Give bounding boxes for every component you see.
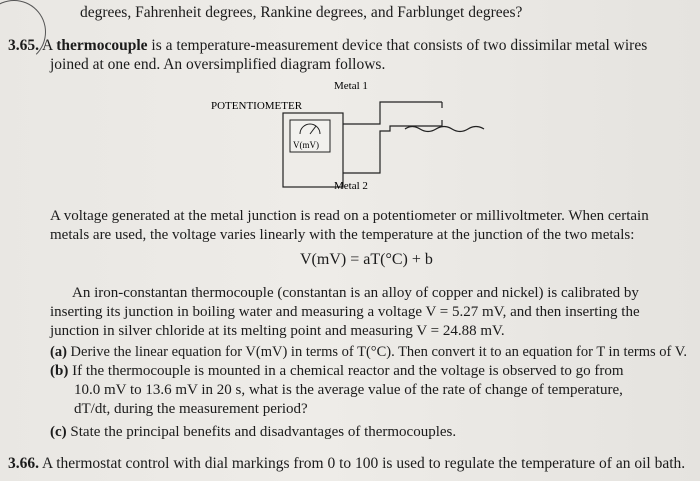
meter-label: V(mV) [293, 140, 319, 150]
linear-equation: V(mV) = aT(°C) + b [300, 251, 433, 268]
part-c-label: (c) [50, 424, 67, 440]
part-b-label: (b) [50, 363, 69, 379]
thermocouple-diagram [200, 76, 500, 198]
para1-line2: metals are used, the voltage varies linearly with the temperature at the junction of the two metals: [50, 227, 635, 243]
part-c-text: State the principal benefits and disadvantages of thermocouples. [70, 424, 457, 440]
problem-3-65-intro [8, 37, 647, 55]
problem-3-65-intro-line2: joined at one end. An oversimplified diagram follows. [50, 56, 386, 73]
part-b-line1: If the thermocouple is mounted in a chemical reactor and the voltage is observed to go from [72, 363, 624, 379]
para2-line1: An iron-constantan thermocouple (constantan is an alloy of copper and nickel) is calibrated by [72, 285, 639, 301]
part-c [50, 423, 456, 441]
part-b-line3: dT/dt, during the measurement period? [74, 401, 308, 417]
intro-rest: is a temperature-measurement device that consists of two dissimilar metal wires [147, 37, 648, 54]
part-a-label: (a) [50, 344, 67, 360]
junction-twist [405, 127, 484, 132]
previous-problem-tail: degrees, Fahrenheit degrees, Rankine degrees, and Farblunget degrees? [80, 4, 523, 21]
metal2-wire [343, 126, 442, 173]
para2-line2: inserting its junction in boiling water and measuring a voltage V = 5.27 mV, and then inserting the [50, 304, 640, 320]
problem-3-66 [8, 455, 685, 473]
metal1-label: Metal 1 [334, 80, 368, 92]
potentiometer-label: POTENTIOMETER [211, 100, 303, 112]
part-a-text: Derive the linear equation for V(mV) in terms of T(°C). Then convert it to an equation for T in terms of V. [70, 344, 687, 360]
para1-line1: A voltage generated at the metal junction is read on a potentiometer or millivoltmeter. When certain [50, 208, 649, 224]
part-b [50, 362, 624, 380]
term-thermocouple: thermocouple [56, 37, 148, 54]
part-a [50, 343, 687, 361]
metal1-wire [343, 102, 442, 124]
metal2-label: Metal 2 [334, 180, 368, 192]
problem-number: 3.65. [8, 37, 39, 54]
para2-line3: junction in silver chloride at its melting point and measuring V = 24.88 mV. [50, 323, 505, 339]
part-b-line2: 10.0 mV to 13.6 mV in 20 s, what is the average value of the rate of change of temperature, [74, 382, 623, 398]
intro-prefix: A [42, 37, 57, 54]
problem-number: 3.66. [8, 455, 39, 472]
problem-3-66-text: A thermostat control with dial markings from 0 to 100 is used to regulate the temperature of an oil bath. [42, 455, 686, 472]
